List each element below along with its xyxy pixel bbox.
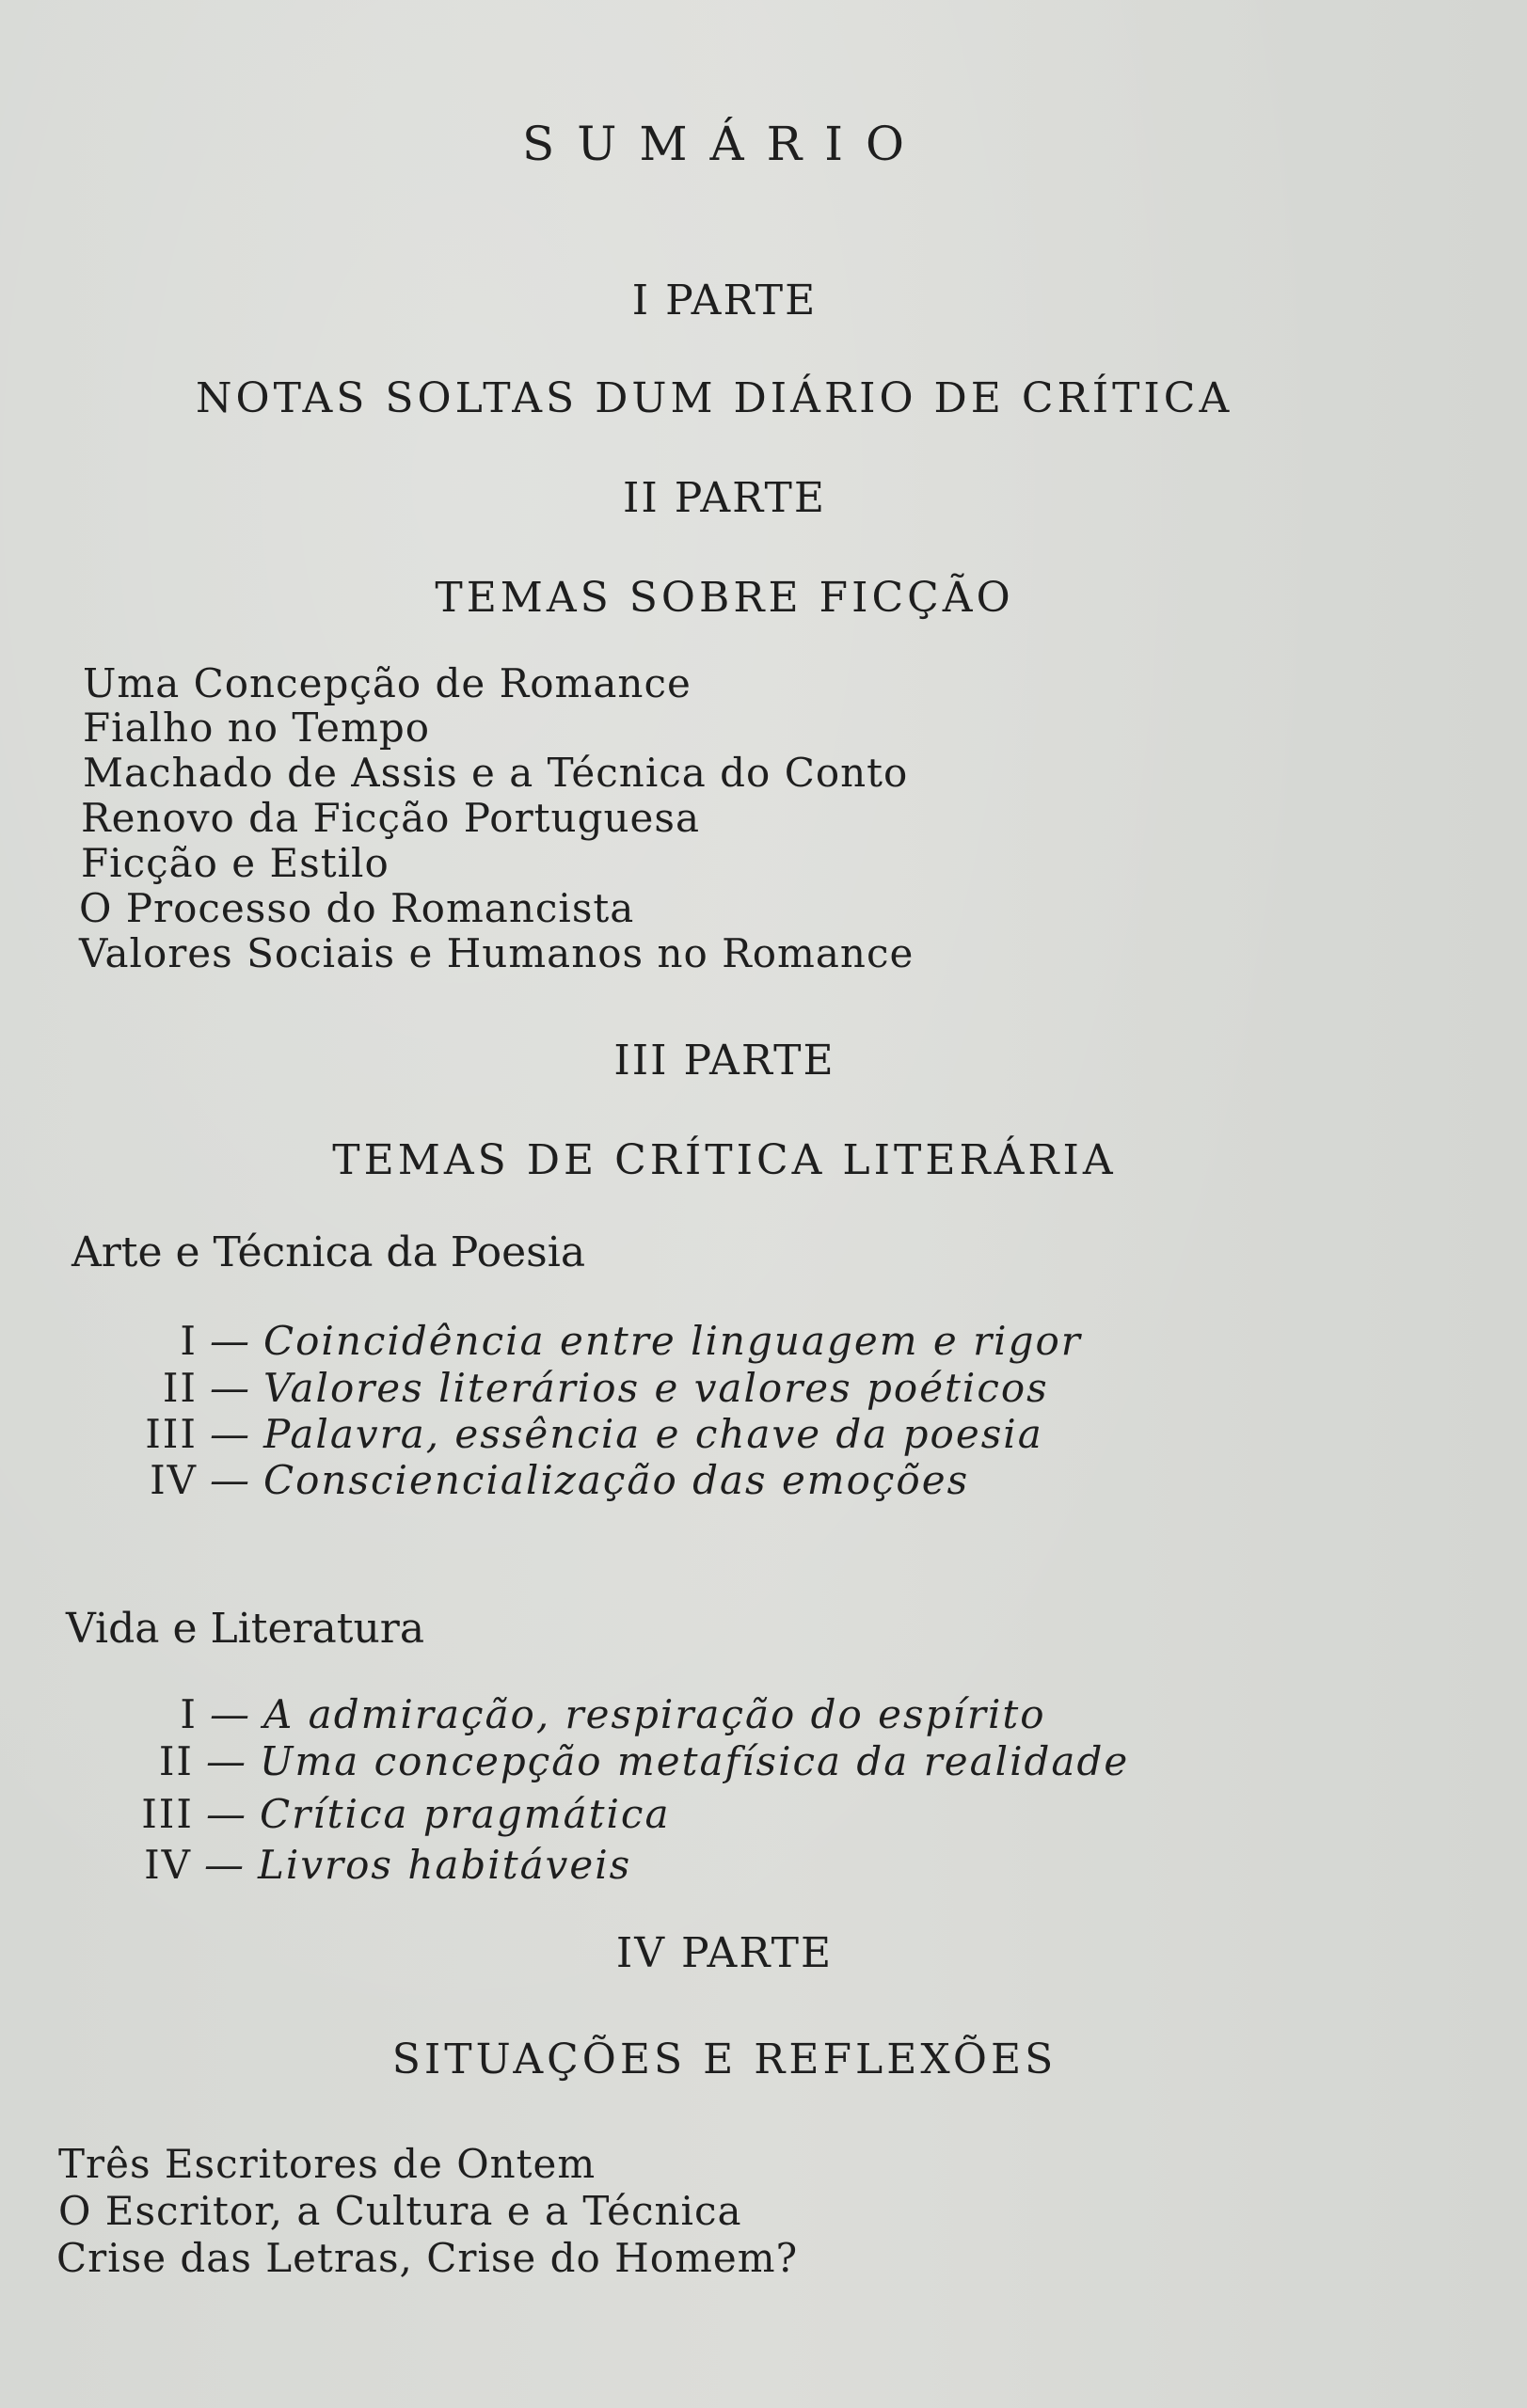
- roman-numeral: I: [180, 1318, 198, 1364]
- roman-numeral: IV: [150, 1457, 198, 1503]
- item-text: Uma concepção metafísica da realidade: [260, 1738, 1130, 1784]
- dash: —: [204, 1842, 246, 1888]
- roman-numeral: I: [180, 1691, 198, 1737]
- part-1-label: I PARTE: [631, 277, 818, 325]
- item-text: Consciencialização das emoções: [263, 1457, 970, 1503]
- item-text: A admiração, respiração do espírito: [263, 1691, 1046, 1737]
- part-1-heading: NOTAS SOLTAS DUM DIÁRIO DE CRÍTICA: [196, 374, 1233, 422]
- list-item: [0, 1457, 970, 1503]
- list-item: [0, 1738, 1130, 1784]
- dash: —: [210, 1365, 251, 1411]
- item-text: Valores literários e valores poéticos: [263, 1365, 1049, 1411]
- roman-numeral: IV: [144, 1842, 192, 1888]
- page-title: SUMÁRIO: [521, 117, 928, 171]
- part-4-heading: SITUAÇÕES E REFLEXÕES: [391, 2036, 1058, 2083]
- item-text: Palavra, essência e chave da poesia: [263, 1411, 1043, 1457]
- list-item: Três Escritores de Ontem: [58, 2141, 596, 2187]
- roman-numeral: II: [158, 1738, 194, 1784]
- roman-numeral: III: [145, 1411, 198, 1457]
- list-item: O Escritor, a Cultura e a Técnica: [58, 2188, 742, 2234]
- part-2-label: II PARTE: [623, 474, 826, 522]
- list-item: Fialho no Tempo: [83, 705, 431, 751]
- list-item: Ficção e Estilo: [81, 840, 390, 886]
- list-item: O Processo do Romancista: [79, 885, 635, 931]
- list-item: [0, 1691, 1046, 1737]
- part-3-label: III PARTE: [613, 1037, 835, 1085]
- list-item: [0, 1365, 1049, 1411]
- list-item: [0, 1842, 632, 1888]
- dash: —: [206, 1791, 247, 1837]
- list-item: [0, 1318, 1082, 1364]
- list-item: Renovo da Ficção Portuguesa: [81, 795, 700, 841]
- part-4-label: IV PARTE: [615, 1929, 834, 1977]
- list-item: Uma Concepção de Romance: [83, 660, 692, 706]
- list-item: Valores Sociais e Humanos no Romance: [79, 930, 915, 976]
- item-text: Crítica pragmática: [260, 1791, 671, 1837]
- roman-numeral: II: [162, 1365, 198, 1411]
- dash: —: [210, 1691, 251, 1737]
- section-title: Arte e Técnica da Poesia: [72, 1228, 586, 1276]
- dash: —: [210, 1318, 251, 1364]
- item-text: Livros habitáveis: [258, 1842, 632, 1888]
- section-title: Vida e Literatura: [66, 1605, 425, 1653]
- dash: —: [210, 1411, 251, 1457]
- list-item: Crise das Letras, Crise do Homem?: [56, 2235, 799, 2281]
- part-3-heading: TEMAS DE CRÍTICA LITERÁRIA: [332, 1136, 1117, 1184]
- dash: —: [206, 1738, 247, 1784]
- list-item: Machado de Assis e a Técnica do Conto: [83, 750, 909, 796]
- list-item: [0, 1791, 671, 1837]
- part-2-heading: TEMAS SOBRE FICÇÃO: [435, 574, 1014, 622]
- dash: —: [210, 1457, 251, 1503]
- list-item: [0, 1411, 1043, 1457]
- roman-numeral: III: [141, 1791, 194, 1837]
- item-text: Coincidência entre linguagem e rigor: [263, 1318, 1082, 1364]
